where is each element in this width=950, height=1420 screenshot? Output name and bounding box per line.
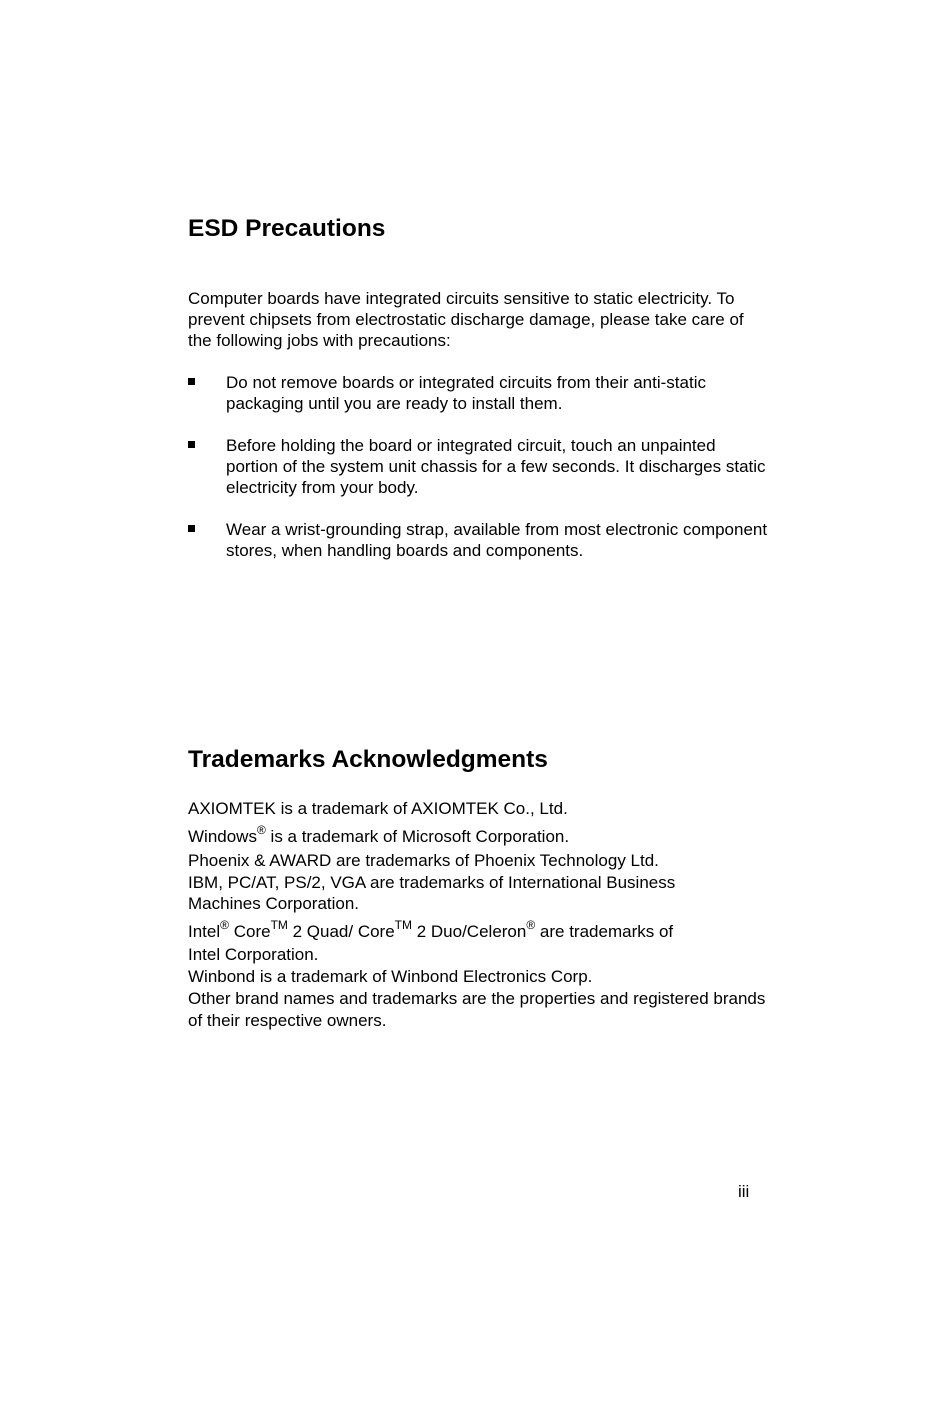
core-quad: 2 Quad/ Core [287,922,395,941]
esd-heading: ESD Precautions [188,215,386,242]
trademark-phoenix: Phoenix & AWARD are trademarks of Phoenix Technology Ltd. [188,851,659,870]
trademark-axiomtek: AXIOMTEK is a trademark of AXIOMTEK Co., Ltd. [188,799,568,818]
trademark-ibm-line2: Machines Corporation. [188,894,360,913]
windows-name: Windows [188,827,257,846]
trademark-other: Other brand names and trademarks are the properties and registered brands of their respective owners. [188,989,766,1030]
trademark-winbond: Winbond is a trademark of Winbond Electronics Corp. [188,967,593,986]
trademarks-heading: Trademarks Acknowledgments [188,746,548,773]
square-bullet-icon [188,378,195,385]
trademark-mark: TM [394,918,412,933]
esd-bullet-text: Wear a wrist-grounding strap, available from most electronic component stores, when handling boards and components. [226,520,768,560]
intel-rest: are trademarks of [535,922,674,941]
trademark-mark: TM [270,918,288,933]
trademark-ibm-line1: IBM, PC/AT, PS/2, VGA are trademarks of International Business [188,873,676,892]
square-bullet-icon [188,525,195,532]
core-duo-celeron: 2 Duo/Celeron [412,922,527,941]
windows-rest: is a trademark of Microsoft Corporation. [265,827,570,846]
trademark-intel [188,918,768,942]
page-number: iii [738,1182,750,1201]
core-name: Core [228,922,271,941]
trademark-windows [188,823,768,847]
esd-bullet-text: Before holding the board or integrated circuit, touch an unpainted portion of the system unit chassis for a few seconds. It discharges static electricity from your body. [226,436,766,497]
registered-mark: ® [220,918,229,933]
square-bullet-icon [188,441,195,448]
trademark-intel-line2: Intel Corporation. [188,945,319,964]
esd-bullet-text: Do not remove boards or integrated circuits from their anti-static packaging until you are ready to install them. [226,373,706,413]
esd-intro: Computer boards have integrated circuits sensitive to static electricity. To prevent chipsets from electrostatic discharge damage, please take care of the following jobs with precautions: [188,289,744,350]
intel-name: Intel [188,922,221,941]
registered-mark: ® [526,918,536,933]
registered-mark: ® [256,823,266,838]
